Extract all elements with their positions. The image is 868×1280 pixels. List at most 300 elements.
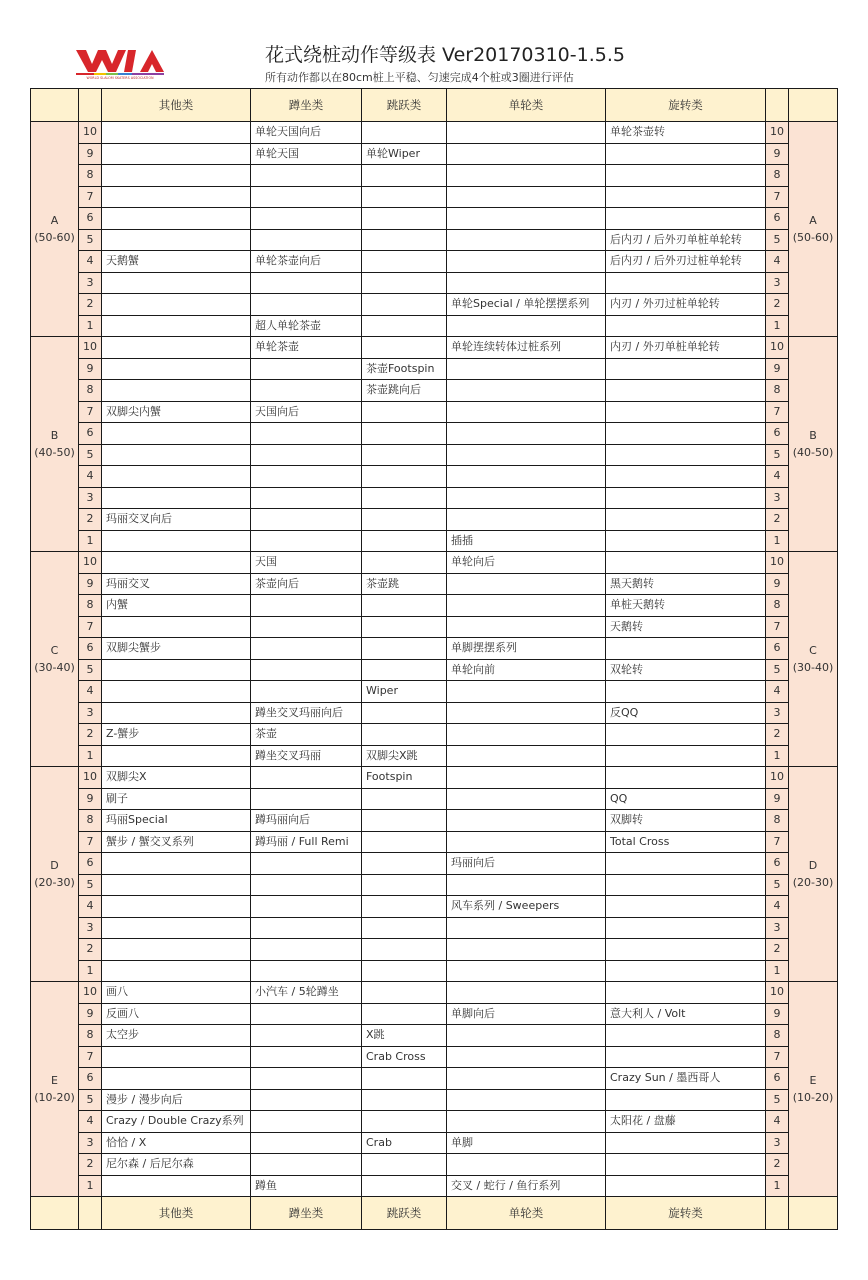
table-row <box>31 659 838 681</box>
table-row <box>31 960 838 982</box>
trick-cell <box>606 896 766 918</box>
table-row <box>31 487 838 509</box>
trick-cell <box>251 1068 362 1090</box>
trick-cell <box>606 272 766 294</box>
level-number-right: 8 <box>766 810 789 832</box>
grade-letter: B <box>809 429 817 442</box>
trick-cell <box>362 251 447 273</box>
level-number-left: 4 <box>79 251 102 273</box>
trick-cell: 单脚摆摆系列 <box>447 638 606 660</box>
level-number-left: 7 <box>79 831 102 853</box>
trick-cell <box>102 659 251 681</box>
trick-cell <box>362 165 447 187</box>
level-number-right: 8 <box>766 1025 789 1047</box>
trick-cell <box>447 939 606 961</box>
trick-cell <box>251 939 362 961</box>
table-row <box>31 294 838 316</box>
trick-cell <box>447 788 606 810</box>
grade-range: (40-50) <box>792 446 834 459</box>
trick-cell <box>447 681 606 703</box>
trick-cell <box>606 960 766 982</box>
level-number-right: 10 <box>766 337 789 359</box>
level-number-left: 4 <box>79 681 102 703</box>
trick-cell: 单轮连续转体过桩系列 <box>447 337 606 359</box>
level-number-left: 8 <box>79 380 102 402</box>
trick-cell <box>102 552 251 574</box>
trick-cell <box>251 659 362 681</box>
level-number-right: 2 <box>766 509 789 531</box>
trick-cell <box>102 358 251 380</box>
trick-cell: 蹲坐交叉玛丽向后 <box>251 702 362 724</box>
trick-cell <box>606 638 766 660</box>
level-number-left: 6 <box>79 638 102 660</box>
level-number-left: 1 <box>79 530 102 552</box>
level-number-left: 7 <box>79 616 102 638</box>
trick-cell <box>251 874 362 896</box>
grade-range: (50-60) <box>792 231 834 244</box>
trick-cell <box>362 874 447 896</box>
level-number-left: 9 <box>79 788 102 810</box>
trick-cell: 玛丽向后 <box>447 853 606 875</box>
trick-cell <box>447 423 606 445</box>
table-row <box>31 186 838 208</box>
level-number-right: 5 <box>766 659 789 681</box>
trick-cell <box>251 1025 362 1047</box>
level-number-left: 3 <box>79 1132 102 1154</box>
grade-range: (10-20) <box>792 1091 834 1104</box>
trick-cell <box>362 638 447 660</box>
trick-cell <box>251 638 362 660</box>
level-number-right: 2 <box>766 724 789 746</box>
trick-cell: 茶壶跳向后 <box>362 380 447 402</box>
trick-cell <box>447 401 606 423</box>
trick-cell: 交叉 / 蛇行 / 鱼行系列 <box>447 1175 606 1197</box>
table-row <box>31 401 838 423</box>
level-number-left: 2 <box>79 1154 102 1176</box>
trick-cell <box>102 487 251 509</box>
trick-cell <box>362 1111 447 1133</box>
trick-cell: 恰恰 / X <box>102 1132 251 1154</box>
level-number-right: 3 <box>766 487 789 509</box>
column-header: 旋转类 <box>606 1197 766 1230</box>
trick-cell <box>102 917 251 939</box>
trick-cell <box>447 165 606 187</box>
table-row <box>31 229 838 251</box>
trick-cell <box>447 1046 606 1068</box>
trick-cell <box>362 982 447 1004</box>
table-row <box>31 251 838 273</box>
level-number-right: 4 <box>766 466 789 488</box>
column-header: 其他类 <box>102 1197 251 1230</box>
table-row <box>31 831 838 853</box>
trick-cell <box>447 466 606 488</box>
table-footer-row <box>31 1197 838 1230</box>
trick-cell <box>251 1089 362 1111</box>
level-number-right: 2 <box>766 294 789 316</box>
level-number-right: 5 <box>766 874 789 896</box>
grade-header-cell <box>31 89 79 122</box>
trick-cell <box>251 444 362 466</box>
trick-cell: 后内刃 / 后外刃过桩单轮转 <box>606 251 766 273</box>
trick-cell <box>362 788 447 810</box>
trick-cell <box>606 444 766 466</box>
level-number-right: 6 <box>766 423 789 445</box>
table-row <box>31 939 838 961</box>
trick-cell <box>102 423 251 445</box>
trick-cell <box>606 1132 766 1154</box>
trick-cell <box>362 595 447 617</box>
table-row <box>31 810 838 832</box>
level-number-left: 2 <box>79 724 102 746</box>
trick-cell: 天鹅转 <box>606 616 766 638</box>
level-number-right: 3 <box>766 702 789 724</box>
level-number-left: 10 <box>79 337 102 359</box>
trick-cell: QQ <box>606 788 766 810</box>
trick-cell <box>362 530 447 552</box>
level-number-right: 9 <box>766 788 789 810</box>
grade-label-left <box>31 552 79 767</box>
level-number-left: 2 <box>79 294 102 316</box>
table-row <box>31 573 838 595</box>
trick-cell <box>606 165 766 187</box>
trick-cell <box>102 960 251 982</box>
level-number-right: 8 <box>766 380 789 402</box>
grade-range: (20-30) <box>34 876 75 889</box>
trick-cell <box>362 659 447 681</box>
trick-cell: 单轮天国向后 <box>251 122 362 144</box>
table-row <box>31 982 838 1004</box>
trick-cell <box>606 1154 766 1176</box>
trick-cell: 天国 <box>251 552 362 574</box>
table-row <box>31 444 838 466</box>
level-number-right: 3 <box>766 917 789 939</box>
table-row <box>31 745 838 767</box>
trick-cell <box>102 143 251 165</box>
trick-cell <box>102 616 251 638</box>
trick-cell <box>102 186 251 208</box>
table-row <box>31 724 838 746</box>
trick-cell: 单脚 <box>447 1132 606 1154</box>
trick-cell <box>251 767 362 789</box>
trick-cell <box>102 208 251 230</box>
grade-range: (50-60) <box>34 231 75 244</box>
trick-cell <box>447 487 606 509</box>
trick-cell <box>362 122 447 144</box>
trick-cell <box>447 186 606 208</box>
grade-letter: E <box>809 1074 817 1087</box>
trick-cell: 茶壶Footspin <box>362 358 447 380</box>
level-number-right: 10 <box>766 767 789 789</box>
trick-cell <box>447 1111 606 1133</box>
level-number-left: 3 <box>79 917 102 939</box>
trick-cell <box>102 939 251 961</box>
level-number-right: 1 <box>766 315 789 337</box>
trick-cell <box>102 229 251 251</box>
trick-cell: 黑天鹅转 <box>606 573 766 595</box>
level-number-right: 8 <box>766 595 789 617</box>
table-row <box>31 853 838 875</box>
level-number-right: 6 <box>766 638 789 660</box>
trick-cell <box>362 1089 447 1111</box>
trick-cell <box>447 444 606 466</box>
trick-cell: 玛丽交叉向后 <box>102 509 251 531</box>
level-number-right: 9 <box>766 1003 789 1025</box>
level-number-left: 6 <box>79 208 102 230</box>
level-number-right: 7 <box>766 616 789 638</box>
level-number-left: 5 <box>79 874 102 896</box>
level-number-right: 5 <box>766 1089 789 1111</box>
trick-cell: Crazy Sun / 墨西哥人 <box>606 1068 766 1090</box>
level-number-left: 5 <box>79 1089 102 1111</box>
table-row <box>31 143 838 165</box>
level-number-left: 6 <box>79 423 102 445</box>
table-row <box>31 1089 838 1111</box>
trick-cell <box>102 380 251 402</box>
trick-cell: 双脚尖蟹步 <box>102 638 251 660</box>
grade-range: (30-40) <box>34 661 75 674</box>
level-number-left: 6 <box>79 1068 102 1090</box>
logo-tagline: WORLD SLALOM SKATERS ASSOCIATION <box>86 76 154 80</box>
grade-label-right <box>789 552 838 767</box>
level-number-right: 4 <box>766 1111 789 1133</box>
trick-cell <box>251 208 362 230</box>
trick-cell <box>102 1068 251 1090</box>
trick-cell <box>362 724 447 746</box>
trick-cell <box>447 831 606 853</box>
level-number-right: 7 <box>766 401 789 423</box>
trick-cell: 漫步 / 漫步向后 <box>102 1089 251 1111</box>
level-number-left: 8 <box>79 1025 102 1047</box>
level-number-left: 9 <box>79 1003 102 1025</box>
table-row <box>31 874 838 896</box>
trick-cell <box>606 358 766 380</box>
trick-cell <box>251 960 362 982</box>
level-number-right: 6 <box>766 1068 789 1090</box>
trick-cell <box>606 767 766 789</box>
trick-cell: Crab Cross <box>362 1046 447 1068</box>
grade-label-right <box>789 337 838 552</box>
trick-cell <box>606 315 766 337</box>
trick-cell: 蹲玛丽 / Full Remi <box>251 831 362 853</box>
table-row <box>31 1068 838 1090</box>
level-number-right: 3 <box>766 1132 789 1154</box>
trick-cell <box>251 487 362 509</box>
trick-cell <box>447 509 606 531</box>
trick-cell <box>447 874 606 896</box>
trick-cell: 尼尔森 / 后尼尔森 <box>102 1154 251 1176</box>
trick-cell: Wiper <box>362 681 447 703</box>
table-row <box>31 337 838 359</box>
trick-cell <box>102 1046 251 1068</box>
trick-cell: 单轮茶壶 <box>251 337 362 359</box>
trick-cell <box>251 595 362 617</box>
grade-label-right <box>789 767 838 982</box>
table-row <box>31 165 838 187</box>
level-number-left: 6 <box>79 853 102 875</box>
number-header-cell <box>79 89 102 122</box>
table-row <box>31 509 838 531</box>
trick-cell: 内刃 / 外刃过桩单轮转 <box>606 294 766 316</box>
level-number-left: 2 <box>79 509 102 531</box>
trick-cell <box>362 423 447 445</box>
trick-cell: 画八 <box>102 982 251 1004</box>
trick-cell: 双脚尖X <box>102 767 251 789</box>
table-row <box>31 466 838 488</box>
trick-cell <box>447 1068 606 1090</box>
level-number-right: 1 <box>766 960 789 982</box>
grade-label-right <box>789 122 838 337</box>
trick-cell: 蹲玛丽向后 <box>251 810 362 832</box>
trick-level-table <box>30 88 838 1230</box>
grade-label-left <box>31 337 79 552</box>
level-number-left: 1 <box>79 960 102 982</box>
trick-cell: 单桩天鹅转 <box>606 595 766 617</box>
level-number-right: 4 <box>766 681 789 703</box>
grade-letter: D <box>50 859 59 872</box>
level-number-left: 9 <box>79 573 102 595</box>
trick-cell <box>251 229 362 251</box>
trick-cell <box>362 917 447 939</box>
trick-cell <box>362 466 447 488</box>
level-number-right: 2 <box>766 939 789 961</box>
grade-letter: A <box>50 214 59 227</box>
trick-cell: Footspin <box>362 767 447 789</box>
trick-cell <box>606 1046 766 1068</box>
level-number-right: 3 <box>766 272 789 294</box>
trick-cell <box>606 186 766 208</box>
trick-cell <box>606 1025 766 1047</box>
grade-letter: C <box>809 644 817 657</box>
trick-cell <box>606 552 766 574</box>
level-number-right: 4 <box>766 896 789 918</box>
trick-cell <box>447 208 606 230</box>
trick-cell <box>102 702 251 724</box>
level-number-right: 2 <box>766 1154 789 1176</box>
trick-cell: 双脚转 <box>606 810 766 832</box>
level-number-left: 3 <box>79 272 102 294</box>
table-row <box>31 616 838 638</box>
column-header: 蹲坐类 <box>251 1197 362 1230</box>
grade-letter: C <box>50 644 59 657</box>
column-header: 旋转类 <box>606 89 766 122</box>
trick-cell: 单轮茶壶向后 <box>251 251 362 273</box>
trick-cell <box>251 358 362 380</box>
trick-cell <box>251 681 362 703</box>
level-number-left: 8 <box>79 165 102 187</box>
trick-cell <box>251 294 362 316</box>
grade-header-cell <box>789 89 838 122</box>
grade-letter: B <box>50 429 59 442</box>
trick-cell <box>251 165 362 187</box>
trick-cell <box>606 1089 766 1111</box>
trick-cell <box>447 917 606 939</box>
level-number-left: 8 <box>79 810 102 832</box>
table-row <box>31 1132 838 1154</box>
grade-range: (30-40) <box>792 661 834 674</box>
grade-label-left <box>31 122 79 337</box>
trick-cell: 蟹步 / 蟹交叉系列 <box>102 831 251 853</box>
trick-cell <box>362 810 447 832</box>
trick-cell <box>362 552 447 574</box>
level-number-right: 5 <box>766 229 789 251</box>
trick-cell <box>606 874 766 896</box>
trick-cell <box>606 466 766 488</box>
trick-cell <box>102 745 251 767</box>
trick-cell <box>362 487 447 509</box>
level-number-right: 9 <box>766 143 789 165</box>
trick-cell <box>447 272 606 294</box>
trick-cell: 单脚向后 <box>447 1003 606 1025</box>
number-header-cell <box>766 1197 789 1230</box>
trick-cell: 双轮转 <box>606 659 766 681</box>
trick-cell: 单轮茶壶转 <box>606 122 766 144</box>
trick-cell <box>362 1175 447 1197</box>
table-row <box>31 1154 838 1176</box>
trick-cell <box>606 401 766 423</box>
trick-cell: 玛丽交叉 <box>102 573 251 595</box>
grade-letter: A <box>809 214 817 227</box>
table-row <box>31 1025 838 1047</box>
trick-cell <box>251 1003 362 1025</box>
trick-cell: 单轮向后 <box>447 552 606 574</box>
level-number-left: 1 <box>79 1175 102 1197</box>
trick-cell <box>447 573 606 595</box>
trick-cell: 意大利人 / Volt <box>606 1003 766 1025</box>
column-header: 单轮类 <box>447 89 606 122</box>
trick-cell <box>606 487 766 509</box>
trick-cell <box>251 788 362 810</box>
trick-cell <box>606 530 766 552</box>
level-number-left: 4 <box>79 466 102 488</box>
level-number-left: 7 <box>79 1046 102 1068</box>
level-number-right: 10 <box>766 552 789 574</box>
trick-cell <box>606 982 766 1004</box>
trick-cell: 内刃 / 外刃单桩单轮转 <box>606 337 766 359</box>
trick-cell <box>362 831 447 853</box>
trick-cell <box>447 724 606 746</box>
trick-cell: 插插 <box>447 530 606 552</box>
level-number-right: 10 <box>766 982 789 1004</box>
level-number-left: 7 <box>79 401 102 423</box>
trick-cell: 茶壶向后 <box>251 573 362 595</box>
level-number-right: 8 <box>766 165 789 187</box>
trick-cell <box>102 272 251 294</box>
table-row <box>31 1046 838 1068</box>
trick-cell <box>251 1046 362 1068</box>
level-number-left: 2 <box>79 939 102 961</box>
trick-cell <box>606 208 766 230</box>
trick-cell <box>251 186 362 208</box>
trick-cell <box>447 1025 606 1047</box>
level-number-left: 9 <box>79 358 102 380</box>
table-row <box>31 638 838 660</box>
trick-cell: 蹲坐交叉玛丽 <box>251 745 362 767</box>
level-number-left: 4 <box>79 1111 102 1133</box>
trick-cell <box>447 358 606 380</box>
trick-cell <box>102 853 251 875</box>
table-row <box>31 681 838 703</box>
trick-cell <box>251 1111 362 1133</box>
trick-cell: Crab <box>362 1132 447 1154</box>
trick-cell <box>447 810 606 832</box>
trick-cell <box>251 896 362 918</box>
trick-cell <box>362 1154 447 1176</box>
trick-cell <box>362 509 447 531</box>
trick-cell: Total Cross <box>606 831 766 853</box>
trick-cell <box>606 853 766 875</box>
grade-label-right <box>789 982 838 1197</box>
level-number-left: 5 <box>79 659 102 681</box>
